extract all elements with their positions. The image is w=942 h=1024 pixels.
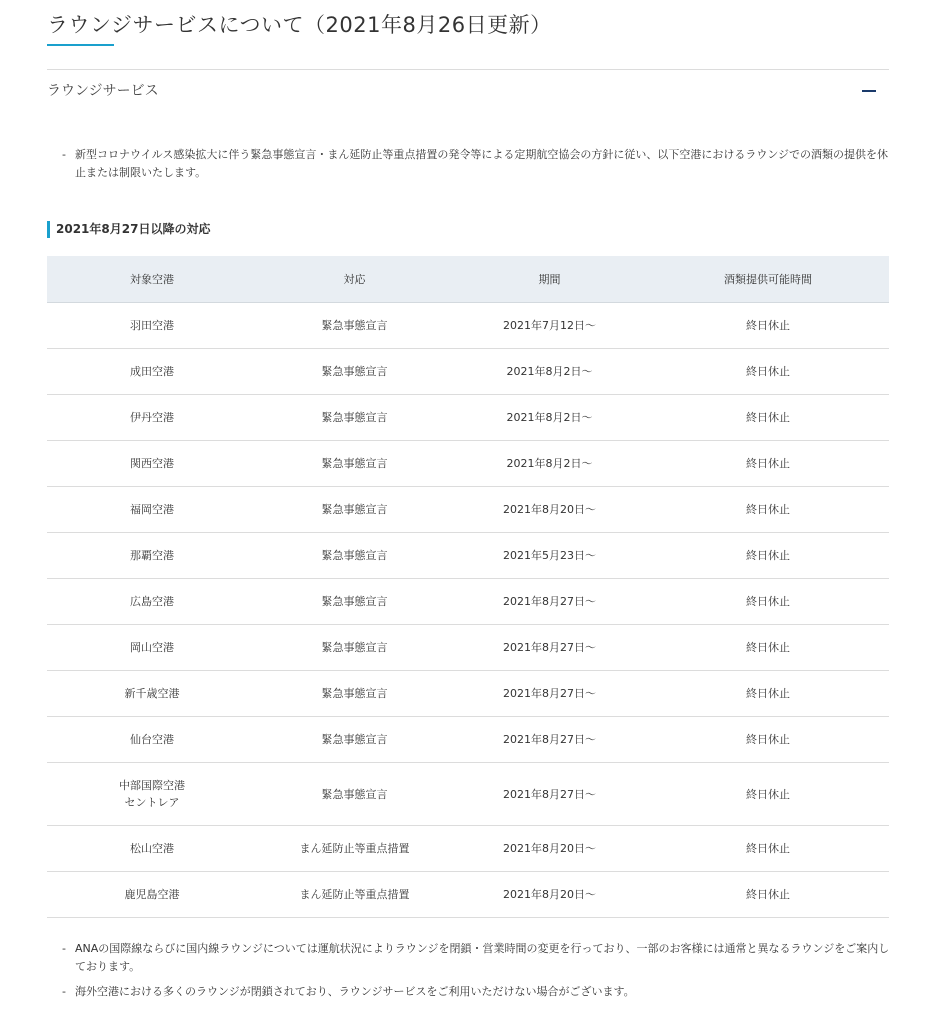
cell-response: 緊急事態宣言 xyxy=(257,533,452,579)
cell-airport: 岡山空港 xyxy=(47,625,257,671)
cell-period: 2021年8月20日～ xyxy=(452,872,647,918)
cell-response: 緊急事態宣言 xyxy=(257,625,452,671)
table-row xyxy=(47,395,889,441)
header-hours: 酒類提供可能時間 xyxy=(647,256,889,303)
table-row xyxy=(47,717,889,763)
cell-period: 2021年8月2日～ xyxy=(452,395,647,441)
cell-response: 緊急事態宣言 xyxy=(257,303,452,349)
header-airport: 対象空港 xyxy=(47,256,257,303)
table-row xyxy=(47,671,889,717)
cell-period: 2021年8月20日～ xyxy=(452,487,647,533)
table-row xyxy=(47,303,889,349)
accordion-lounge-service[interactable] xyxy=(47,70,889,114)
cell-period: 2021年8月27日～ xyxy=(452,579,647,625)
cell-period: 2021年8月27日～ xyxy=(452,717,647,763)
cell-period: 2021年8月27日～ xyxy=(452,763,647,826)
cell-period: 2021年8月2日～ xyxy=(452,349,647,395)
title-underline xyxy=(47,44,114,46)
table-row xyxy=(47,763,889,826)
cell-hours: 終日休止 xyxy=(647,763,889,826)
table-row xyxy=(47,533,889,579)
accordion-title: ラウンジサービス xyxy=(47,83,159,99)
intro-note-text: 新型コロナウイルス感染拡大に伴う緊急事態宣言・まん延防止等重点措置の発令等による定期航空協会の方針に従い、以下空港におけるラウンジでの酒類の提供を休止または制限いたします。 xyxy=(75,148,889,179)
bullet-dash: - xyxy=(62,148,66,161)
cell-response: 緊急事態宣言 xyxy=(257,579,452,625)
table-row xyxy=(47,625,889,671)
cell-response: 緊急事態宣言 xyxy=(257,717,452,763)
table-row xyxy=(47,487,889,533)
cell-hours: 終日休止 xyxy=(647,579,889,625)
cell-period: 2021年8月2日～ xyxy=(452,441,647,487)
table-row xyxy=(47,872,889,918)
cell-hours: 終日休止 xyxy=(647,826,889,872)
cell-hours: 終日休止 xyxy=(647,303,889,349)
cell-airport: 那覇空港 xyxy=(47,533,257,579)
bullet-dash: - xyxy=(62,942,66,955)
cell-response: 緊急事態宣言 xyxy=(257,763,452,826)
cell-airport-line1: 中部国際空港 xyxy=(119,779,185,792)
cell-hours: 終日休止 xyxy=(647,533,889,579)
footer-note-2-text: 海外空港における多くのラウンジが閉鎖されており、ラウンジサービスをご利用いただけない場合がございます。 xyxy=(75,985,635,998)
cell-airport: 鹿児島空港 xyxy=(47,872,257,918)
cell-airport-line2: セントレア xyxy=(124,796,180,809)
cell-airport: 羽田空港 xyxy=(47,303,257,349)
cell-period: 2021年5月23日～ xyxy=(452,533,647,579)
intro-note xyxy=(62,146,890,182)
cell-hours: 終日休止 xyxy=(647,487,889,533)
table-row xyxy=(47,826,889,872)
cell-response: 緊急事態宣言 xyxy=(257,671,452,717)
footer-note-2 xyxy=(62,983,890,1001)
cell-hours: 終日休止 xyxy=(647,872,889,918)
table-header-row xyxy=(47,256,889,303)
cell-airport: 成田空港 xyxy=(47,349,257,395)
cell-hours: 終日休止 xyxy=(647,395,889,441)
table-row xyxy=(47,349,889,395)
cell-response: 緊急事態宣言 xyxy=(257,441,452,487)
footer-note-1 xyxy=(62,940,890,976)
cell-response: 緊急事態宣言 xyxy=(257,395,452,441)
header-response: 対応 xyxy=(257,256,452,303)
cell-airport: 福岡空港 xyxy=(47,487,257,533)
cell-airport: 関西空港 xyxy=(47,441,257,487)
cell-airport: 広島空港 xyxy=(47,579,257,625)
cell-hours: 終日休止 xyxy=(647,349,889,395)
cell-response: 緊急事態宣言 xyxy=(257,349,452,395)
cell-response: まん延防止等重点措置 xyxy=(257,826,452,872)
cell-hours: 終日休止 xyxy=(647,625,889,671)
cell-period: 2021年8月20日～ xyxy=(452,826,647,872)
footer-note-1-text: ANAの国際線ならびに国内線ラウンジについては運航状況によりラウンジを閉鎖・営業時間の変更を行っており、一部のお客様には通常と異なるラウンジをご案内しております。 xyxy=(75,942,890,973)
cell-hours: 終日休止 xyxy=(647,441,889,487)
header-period: 期間 xyxy=(452,256,647,303)
cell-airport: 仙台空港 xyxy=(47,717,257,763)
table-row xyxy=(47,441,889,487)
minus-icon[interactable] xyxy=(862,90,876,92)
cell-period: 2021年8月27日～ xyxy=(452,671,647,717)
cell-airport: 松山空港 xyxy=(47,826,257,872)
cell-airport xyxy=(47,763,257,826)
cell-airport: 伊丹空港 xyxy=(47,395,257,441)
cell-hours: 終日休止 xyxy=(647,671,889,717)
cell-airport: 新千歳空港 xyxy=(47,671,257,717)
section-heading: 2021年8月27日以降の対応 xyxy=(47,221,210,238)
cell-response: まん延防止等重点措置 xyxy=(257,872,452,918)
cell-response: 緊急事態宣言 xyxy=(257,487,452,533)
restrictions-table xyxy=(47,256,889,918)
page-title: ラウンジサービスについて（2021年8月26日更新） xyxy=(47,13,552,37)
bullet-dash: - xyxy=(62,985,66,998)
cell-period: 2021年7月12日～ xyxy=(452,303,647,349)
table-row xyxy=(47,579,889,625)
cell-hours: 終日休止 xyxy=(647,717,889,763)
cell-period: 2021年8月27日～ xyxy=(452,625,647,671)
